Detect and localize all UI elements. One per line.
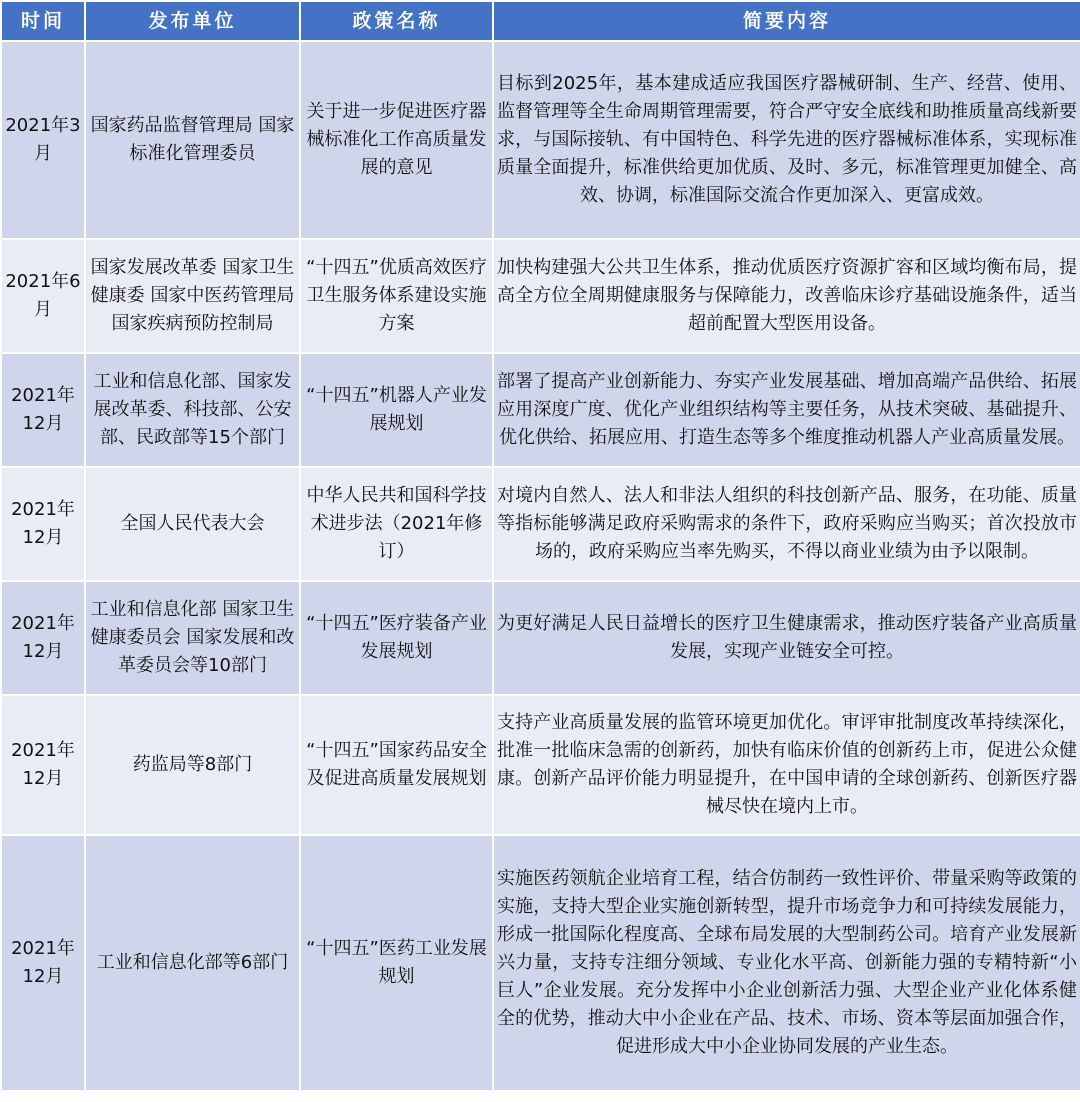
- table-row: [1, 353, 1080, 467]
- cell-time: 2021年3月: [1, 41, 85, 239]
- cell-department: 国家发展改革委 国家卫生健康委 国家中医药管理局 国家疾病预防控制局: [85, 239, 300, 353]
- cell-department: 工业和信息化部等6部门: [85, 835, 300, 1091]
- table-row: [1, 835, 1080, 1091]
- cell-policy-name: 中华人民共和国科学技术进步法（2021年修订）: [300, 467, 493, 581]
- cell-summary: 目标到2025年，基本建成适应我国医疗器械研制、生产、经营、使用、监督管理等全生命周期管理需要，符合严守安全底线和助推质量高线新要求，与国际接轨、有中国特色、科学先进的医疗器械标准体系，实现标准质量全面提升，标准供给更加优质、及时、多元，标准管理更加健全、高效、协调，标准国际交流合作更加深入、更富成效。: [493, 41, 1080, 239]
- cell-department: 药监局等8部门: [85, 695, 300, 835]
- cell-summary: 为更好满足人民日益增长的医疗卫生健康需求，推动医疗装备产业高质量发展，实现产业链安全可控。: [493, 581, 1080, 695]
- cell-time: 2021年12月: [1, 695, 85, 835]
- header-time: 时间: [1, 1, 85, 41]
- cell-policy-name: “十四五”国家药品安全及促进高质量发展规划: [300, 695, 493, 835]
- cell-summary: 实施医药领航企业培育工程，结合仿制药一致性评价、带量采购等政策的实施，支持大型企业实施创新转型，提升市场竞争力和可持续发展能力，形成一批国际化程度高、全球布局发展的大型制药公司。培育产业发展新兴力量，支持专注细分领域、专业化水平高、创新能力强的专精特新“小巨人”企业发展。充分发挥中小企业创新活力强、大型企业产业化体系健全的优势，推动大中小企业在产品、技术、市场、资本等层面加强合作，促进形成大中小企业协同发展的产业生态。: [493, 835, 1080, 1091]
- table-row: [1, 695, 1080, 835]
- cell-summary: 对境内自然人、法人和非法人组织的科技创新产品、服务，在功能、质量等指标能够满足政府采购需求的条件下，政府采购应当购买；首次投放市场的，政府采购应当率先购买，不得以商业业绩为由予以限制。: [493, 467, 1080, 581]
- header-department: 发布单位: [85, 1, 300, 41]
- cell-policy-name: “十四五”医疗装备产业发展规划: [300, 581, 493, 695]
- cell-department: 国家药品监督管理局 国家标准化管理委员: [85, 41, 300, 239]
- cell-time: 2021年12月: [1, 835, 85, 1091]
- cell-policy-name: 关于进一步促进医疗器械标准化工作高质量发展的意见: [300, 41, 493, 239]
- cell-policy-name: “十四五”优质高效医疗卫生服务体系建设实施方案: [300, 239, 493, 353]
- cell-department: 工业和信息化部 国家卫生健康委员会 国家发展和改革委员会等10部门: [85, 581, 300, 695]
- table-row: [1, 467, 1080, 581]
- cell-time: 2021年6月: [1, 239, 85, 353]
- cell-time: 2021年12月: [1, 353, 85, 467]
- cell-summary: 支持产业高质量发展的监管环境更加优化。审评审批制度改革持续深化，批准一批临床急需的创新药，加快有临床价值的创新药上市，促进公众健康。创新产品评价能力明显提升，在中国申请的全球创新药、创新医疗器械尽快在境内上市。: [493, 695, 1080, 835]
- table-row: [1, 239, 1080, 353]
- cell-department: 工业和信息化部、国家发展改革委、科技部、公安部、民政部等15个部门: [85, 353, 300, 467]
- cell-department: 全国人民代表大会: [85, 467, 300, 581]
- cell-summary: 部署了提高产业创新能力、夯实产业发展基础、增加高端产品供给、拓展应用深度广度、优化产业组织结构等主要任务，从技术突破、基础提升、优化供给、拓展应用、打造生态等多个维度推动机器人产业高质量发展。: [493, 353, 1080, 467]
- table-row: [1, 41, 1080, 239]
- cell-policy-name: “十四五”机器人产业发展规划: [300, 353, 493, 467]
- cell-summary: 加快构建强大公共卫生体系，推动优质医疗资源扩容和区域均衡布局，提高全方位全周期健康服务与保障能力，改善临床诊疗基础设施条件，适当超前配置大型医用设备。: [493, 239, 1080, 353]
- header-summary: 简要内容: [493, 1, 1080, 41]
- cell-time: 2021年12月: [1, 467, 85, 581]
- cell-policy-name: “十四五”医药工业发展规划: [300, 835, 493, 1091]
- table-row: [1, 581, 1080, 695]
- cell-time: 2021年12月: [1, 581, 85, 695]
- header-policy-name: 政策名称: [300, 1, 493, 41]
- header-row: [1, 1, 1080, 41]
